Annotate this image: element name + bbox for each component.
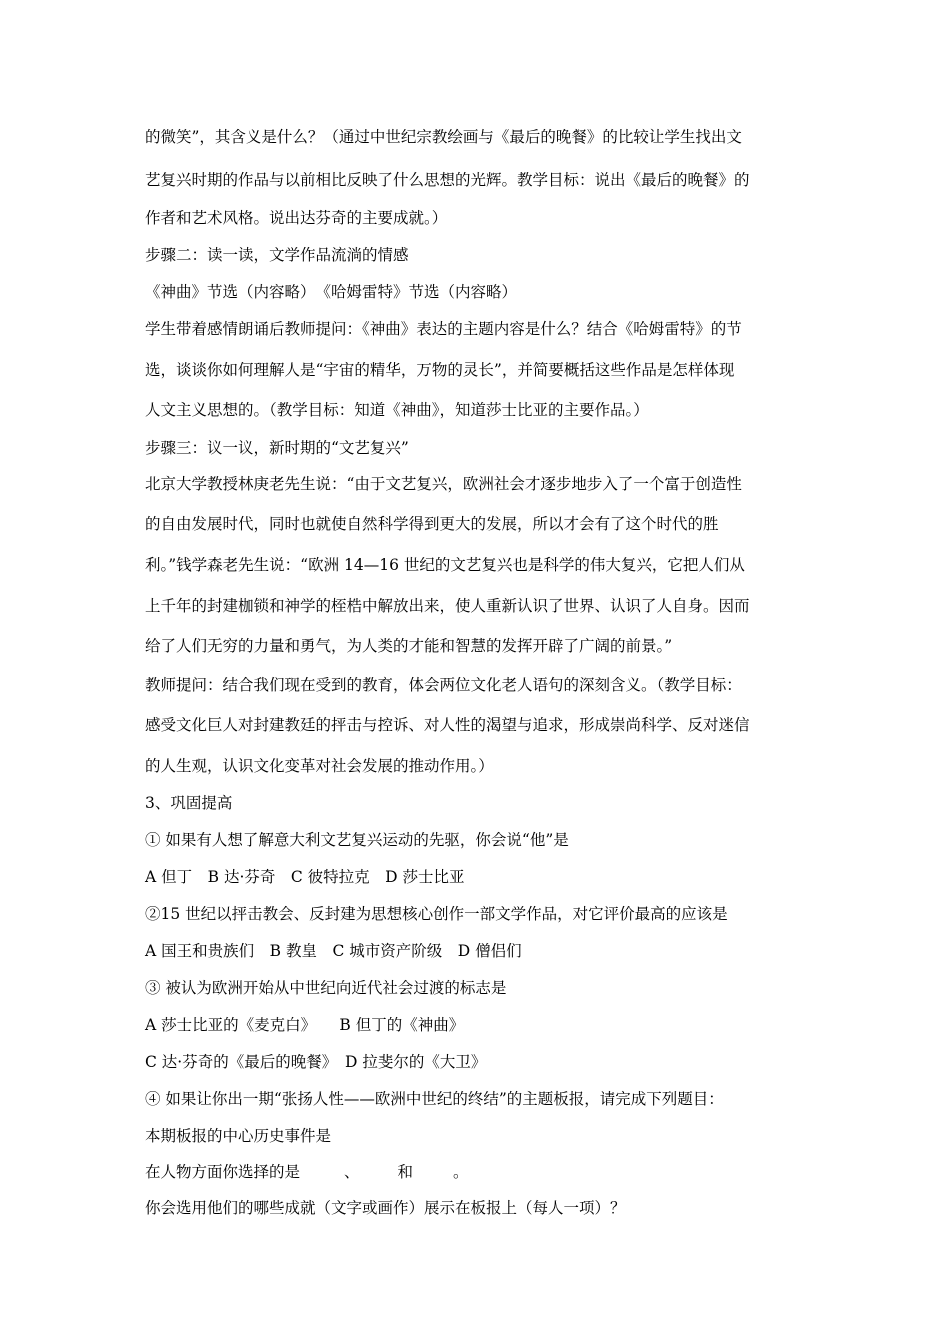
fill-prefix: 在人物方面你选择的是: [145, 1163, 301, 1181]
text-line: 上千年的封建枷锁和神学的桎梏中解放出来，使人重新认识了世界、认识了人自身。因而: [145, 597, 750, 615]
text-line: 你会选用他们的哪些成就（文字或画作）展示在板报上（每人一项）？: [145, 1199, 626, 1217]
question-text: ④ 如果让你出一期“张扬人性——欧洲中世纪的终结”的主题板报，请完成下列题目：: [145, 1090, 724, 1108]
question-text: ① 如果有人想了解意大利文艺复兴运动的先驱，你会说“他”是: [145, 831, 569, 849]
text-line: 本期板报的中心历史事件是: [145, 1127, 332, 1145]
text-line: 的微笑”，其含义是什么？（通过中世纪宗教绘画与《最后的晚餐》的比较让学生找出文: [145, 128, 742, 146]
answer-options: C 达·芬奇的《最后的晚餐》 D 拉斐尔的《大卫》: [145, 1053, 487, 1071]
question-text: ③ 被认为欧洲开始从中世纪向近代社会过渡的标志是: [145, 979, 507, 997]
text-line: 学生带着感情朗诵后教师提问：《神曲》表达的主题内容是什么？结合《哈姆雷特》的节: [145, 320, 742, 338]
text-line: 艺复兴时期的作品与以前相比反映了什么思想的光辉。教学目标：说出《最后的晚餐》的: [145, 171, 750, 189]
section-heading: 步骤二：读一读，文学作品流淌的情感: [145, 246, 409, 264]
text-line: 的自由发展时代，同时也就使自然科学得到更大的发展，所以才会有了这个时代的胜: [145, 515, 719, 533]
text-line: 《神曲》节选（内容略） 《哈姆雷特》节选（内容略）: [145, 283, 518, 301]
fill-in-line: [145, 1162, 469, 1182]
text-line: 利。”钱学森老先生说：“欧洲 14—16 世纪的文艺复兴也是科学的伟大复兴，它把人们从: [145, 556, 745, 574]
answer-options: A 但丁 B 达·芬奇 C 彼特拉克 D 莎士比亚: [145, 868, 465, 886]
question-text: ②15 世纪以抨击教会、反封建为思想核心创作一部文学作品，对它评价最高的应该是: [145, 905, 728, 923]
text-line: 给了人们无穷的力量和勇气，为人类的才能和智慧的发挥开辟了广阔的前景。”: [145, 637, 673, 655]
section-heading: 3、巩固提高: [145, 794, 233, 812]
fill-end: 。: [453, 1163, 469, 1181]
fill-sep-2: 和: [397, 1163, 414, 1181]
answer-options: A 国王和贵族们 B 教皇 C 城市资产阶级 D 僧侣们: [145, 942, 522, 960]
text-line: 选，谈谈你如何理解人是“宇宙的精华，万物的灵长”，并简要概括这些作品是怎样体现: [145, 361, 735, 379]
text-line: 北京大学教授林庚老先生说：“由于文艺复兴，欧洲社会才逐步地步入了一个富于创造性: [145, 475, 742, 493]
text-line: 的人生观，认识文化变革对社会发展的推动作用。）: [145, 757, 494, 775]
text-line: 人文主义思想的。（教学目标：知道《神曲》，知道莎士比亚的主要作品。）: [145, 401, 649, 419]
answer-options: A 莎士比亚的《麦克白》 B 但丁的《神曲》: [145, 1016, 465, 1034]
fill-sep-1: 、: [344, 1163, 360, 1181]
text-line: 感受文化巨人对封建教廷的抨击与控诉、对人性的渴望与追求，形成崇尚科学、反对迷信: [145, 716, 750, 734]
text-line: 作者和艺术风格。说出达芬奇的主要成就。）: [145, 209, 448, 227]
section-heading: 步骤三：议一议，新时期的“文艺复兴”: [145, 439, 409, 457]
text-line: 教师提问：结合我们现在受到的教育，体会两位文化老人语句的深刻含义。（教学目标：: [145, 676, 742, 694]
